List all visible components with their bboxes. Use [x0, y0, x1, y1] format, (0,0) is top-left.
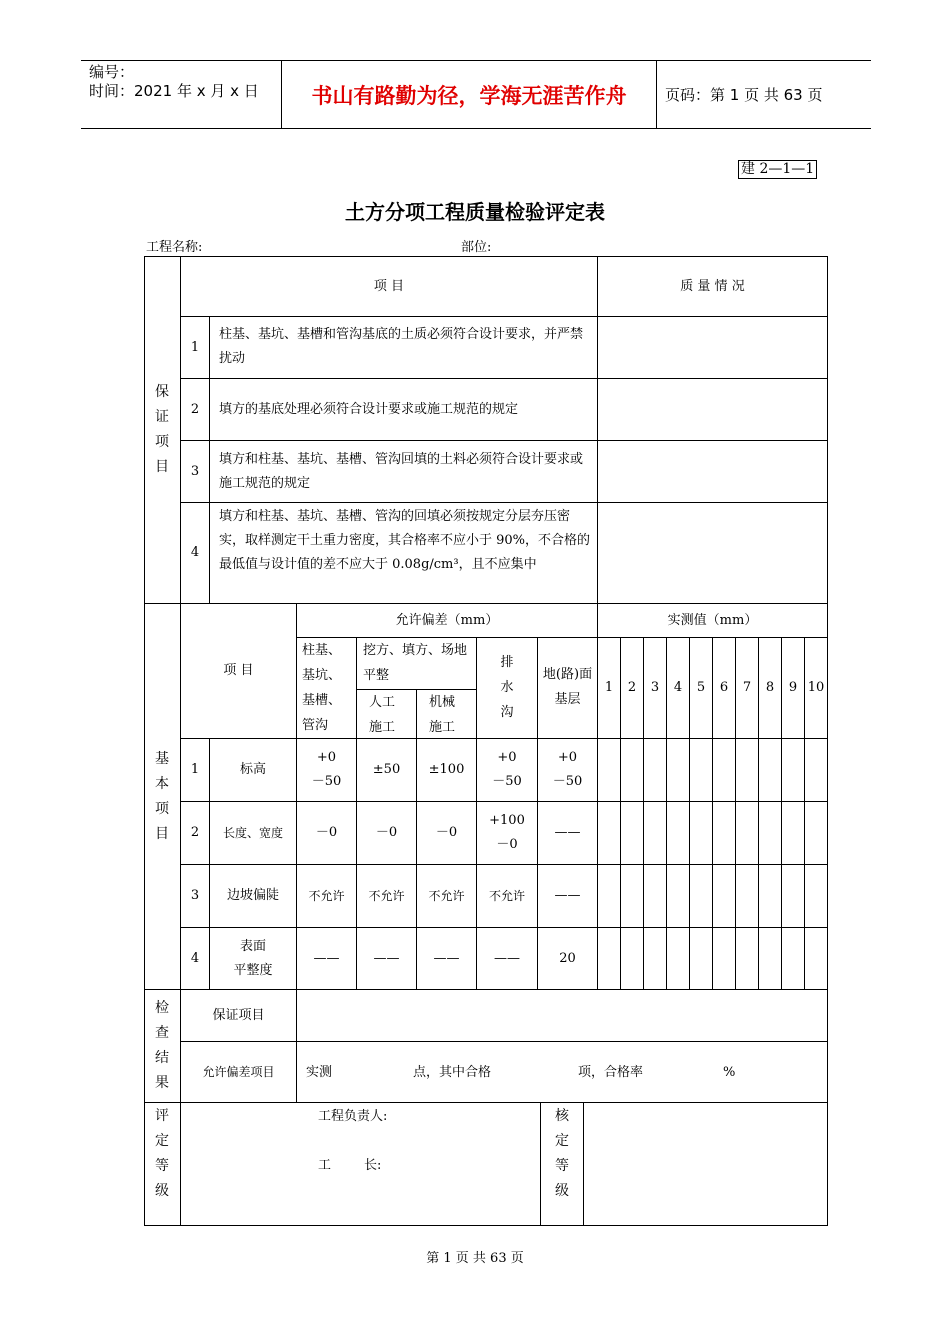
check-guarantee-label: 保证项目	[212, 1007, 265, 1023]
header-meta	[89, 63, 259, 101]
measure-col-num: 6	[719, 680, 729, 695]
guarantee-row-no: 3	[190, 463, 200, 479]
rating-section-label: 评 定 等 级	[155, 1108, 169, 1199]
row-value: +0 －50	[311, 750, 342, 789]
row-value: ±100	[428, 762, 465, 777]
guarantee-section-label: 保 证 项 目	[155, 384, 169, 475]
measure-col-num: 1	[604, 680, 614, 695]
measure-col-num: 10	[807, 680, 825, 695]
date-label: 时间：2021 年 x 月 x 日	[89, 82, 259, 100]
row-no: 1	[190, 762, 200, 777]
measured-value-header: 实测值（mm）	[667, 612, 758, 628]
verify-grade-label: 核 定 等 级	[555, 1108, 569, 1199]
foreman-label: 工 长:	[318, 1158, 382, 1173]
subcol-machine: 机械施工	[429, 695, 456, 735]
row-value: +100 －0	[489, 813, 525, 852]
page-info: 页码：第 1 页 共 63 页	[665, 86, 823, 104]
project-manager-label: 工程负责人:	[318, 1109, 388, 1124]
row-no: 4	[190, 950, 200, 966]
measure-col-num: 7	[742, 680, 752, 695]
row-name: 边坡偏陡	[226, 888, 279, 903]
row-value: +0 －50	[492, 750, 522, 789]
serial-label: 编号：	[89, 63, 135, 81]
guarantee-row-text: 填方和柱基、基坑、基槽、管沟的回填必须按规定分层夯压密实，取样测定干土重力密度，其合格率不应小于 90%，不合格的最低值与设计值的差不应大于 0.08g/cm³，且不应集中	[219, 509, 591, 572]
check-section-label: 检 查 结 果	[155, 1000, 169, 1091]
row-value: 不允许	[428, 889, 465, 903]
measure-col-num: 8	[765, 680, 775, 695]
row-value: －0	[315, 825, 338, 840]
guarantee-col-quality: 质 量 情 况	[680, 278, 745, 294]
row-name: 表面 平整度	[233, 938, 273, 978]
check-deviation-label: 允许偏差项目	[202, 1065, 275, 1079]
measure-col-num: 9	[788, 680, 798, 695]
guarantee-col-item: 项 目	[373, 278, 405, 294]
row-value: 不允许	[488, 889, 525, 903]
project-name-label: 工程名称:	[146, 240, 203, 255]
measure-col-num: 4	[673, 680, 683, 695]
form-number: 建 2—1—1	[738, 160, 817, 179]
measure-col-num: 5	[696, 680, 706, 695]
guarantee-row-text: 填方的基底处理必须符合设计要求或施工规范的规定	[219, 402, 519, 417]
row-value: 不允许	[368, 889, 405, 903]
row-value: 不允许	[308, 889, 345, 903]
subcol-foundation: 柱基、基坑、基槽、管沟	[302, 643, 342, 733]
row-value: ——	[554, 888, 581, 903]
row-no: 2	[190, 825, 200, 840]
subcol-excavation: 挖方、填方、场地平整	[363, 643, 468, 683]
document-header	[81, 60, 871, 129]
subcol-base-layer: 地(路)面基层	[542, 667, 593, 707]
motto: 书山有路勤为径，学海无涯苦作舟	[281, 61, 657, 128]
basic-col-item: 项 目	[223, 663, 254, 678]
row-value: +0 －50	[552, 750, 583, 789]
row-value: ——	[494, 950, 520, 966]
row-name: 标高	[239, 762, 266, 777]
check-text-measured: 实测	[306, 1065, 333, 1080]
page-footer: 第 1 页 共 63 页	[426, 1251, 524, 1266]
row-value: ——	[313, 950, 340, 966]
row-value: ——	[373, 950, 400, 966]
location-label: 部位:	[461, 240, 492, 255]
check-text-percent: %	[723, 1065, 736, 1080]
page-title: 土方分项工程质量检验评定表	[345, 200, 605, 224]
row-name: 长度、宽度	[222, 826, 283, 840]
row-value: －0	[435, 825, 458, 840]
basic-section-label: 基 本 项 目	[155, 751, 169, 842]
row-value: ±50	[372, 762, 401, 777]
row-value: ——	[433, 950, 460, 966]
measure-col-num: 3	[650, 680, 660, 695]
check-text-rate: 项，合格率	[578, 1065, 644, 1080]
measure-col-num: 2	[627, 680, 637, 695]
row-value: －0	[375, 825, 398, 840]
subcol-drainage: 排水沟	[500, 655, 514, 720]
row-value: 20	[559, 950, 576, 966]
guarantee-row-text: 柱基、基坑、基槽和管沟基底的土质必须符合设计要求，并严禁扰动	[219, 327, 584, 366]
subcol-manual: 人工施工	[369, 695, 396, 735]
allowed-deviation-header: 允许偏差（mm）	[395, 612, 499, 628]
guarantee-row-no: 4	[190, 545, 200, 560]
check-text-qualified: 点，其中合格	[413, 1065, 492, 1080]
guarantee-row-no: 1	[190, 339, 200, 355]
row-value: ——	[554, 825, 581, 840]
guarantee-row-no: 2	[190, 401, 200, 417]
guarantee-row-text: 填方和柱基、基坑、基槽、管沟回填的土料必须符合设计要求或施工规范的规定	[219, 452, 584, 491]
row-no: 3	[190, 888, 200, 903]
